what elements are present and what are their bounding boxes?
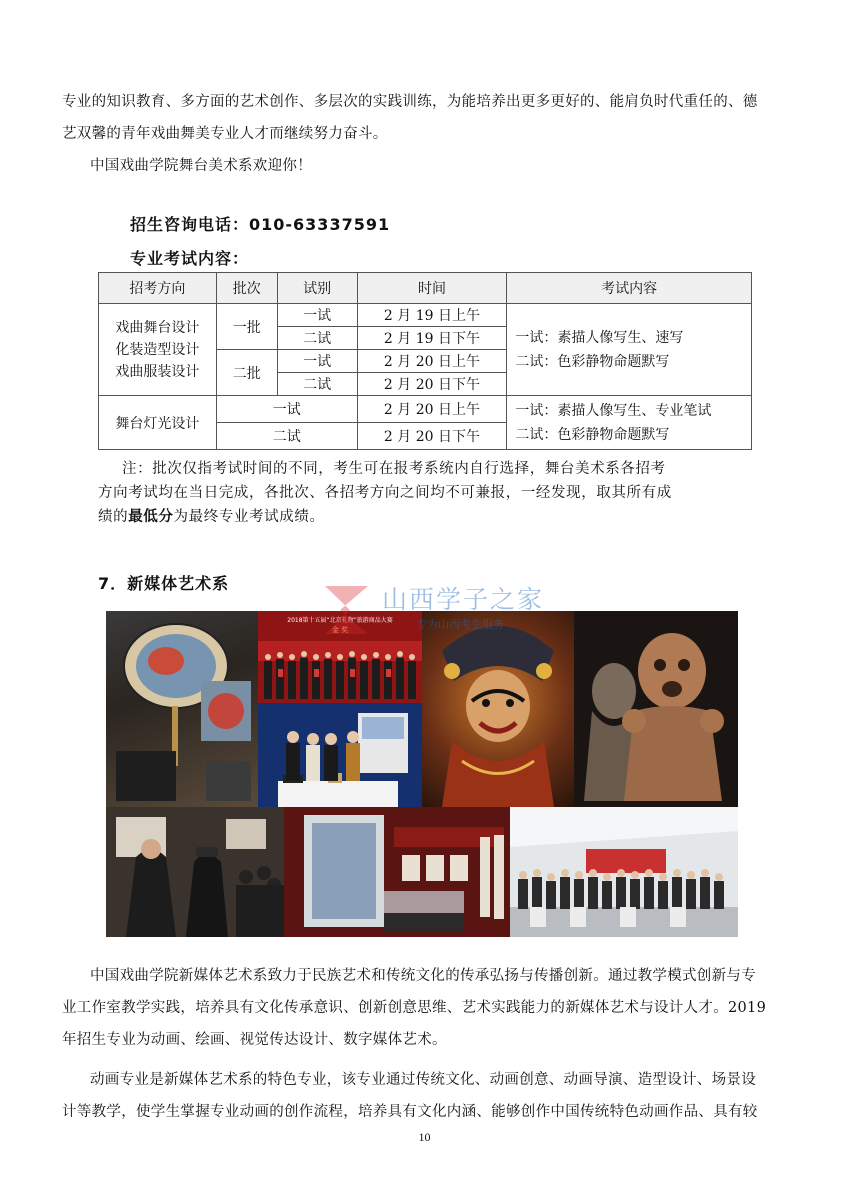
round-cell: 一试 [216, 396, 357, 423]
direction-makeup-design: 化装造型设计 [115, 341, 200, 358]
intro-line-2: 艺双馨的青年戏曲舞美专业人才而继续努力奋斗。 [62, 126, 388, 142]
fan-illustration [106, 611, 258, 807]
photo-award-ceremony [258, 611, 422, 703]
sculpture-figures [574, 611, 738, 807]
time-cell: 2 月 20 日上午 [357, 350, 507, 373]
ceremony-people [258, 611, 422, 703]
header-batch: 批次 [216, 273, 277, 304]
award-banner-text: 2018第十五届“北京礼物”旅游商品大赛 [287, 617, 393, 624]
note-text: 绩的 [98, 509, 129, 525]
award-label: 金 奖 [331, 626, 349, 634]
round-cell: 二试 [277, 327, 357, 350]
booth-scene [258, 703, 422, 807]
time-cell: 2 月 20 日下午 [357, 423, 507, 450]
note-line-2: 方向考试均在当日完成，各批次、各招考方向之间均不可兼报，一经发现，取其所有成 [98, 485, 672, 501]
section-7-title: 7．新媒体艺术系 [98, 574, 230, 593]
round-cell: 二试 [277, 373, 357, 396]
page-number: 10 [418, 1130, 431, 1144]
watermark-slogan: 专为山西考生服务 [416, 618, 504, 631]
content-cell-group1 [507, 304, 752, 396]
vr-scene [106, 807, 284, 937]
photo-clay-sculpture [574, 611, 738, 807]
header-round: 试别 [277, 273, 357, 304]
content-cell-group2 [507, 396, 752, 450]
table-row [99, 304, 752, 327]
round-cell: 一试 [277, 304, 357, 327]
body-p2-line-2: 计等教学，使学生掌握专业动画的创作流程，培养具有文化内涵、能够创作中国传统特色动画作品、具有较 [62, 1104, 758, 1120]
table-row [99, 396, 752, 423]
photo-opera-painting [422, 611, 574, 807]
direction-cell-group1 [99, 304, 217, 396]
header-direction: 招考方向 [99, 273, 217, 304]
photo-group [510, 807, 738, 937]
hall-scene [284, 807, 510, 937]
content-line: 一试：素描人像写生、专业笔试 [515, 402, 712, 419]
welcome-line: 中国戏曲学院舞台美术系欢迎你！ [90, 158, 312, 174]
time-cell: 2 月 20 日下午 [357, 373, 507, 396]
round-cell: 一试 [277, 350, 357, 373]
header-time: 时间 [357, 273, 507, 304]
watermark-brand: 山西学子之家 [382, 585, 545, 614]
content-line: 二试：色彩静物命题默写 [515, 426, 670, 443]
batch-cell: 二批 [216, 350, 277, 396]
contact-phone: 招生咨询电话：010-63337591 [130, 215, 391, 234]
header-content: 考试内容 [507, 273, 752, 304]
body-p1-line-1: 中国戏曲学院新媒体艺术系致力于民族艺术和传统文化的传承弘扬与传播创新。通过教学模式创新与专 [90, 968, 756, 984]
opera-figure [422, 611, 574, 807]
photo-red-exhibition-hall [284, 807, 510, 937]
direction-lighting-design: 舞台灯光设计 [99, 396, 217, 450]
time-cell: 2 月 19 日上午 [357, 304, 507, 327]
batch-cell: 一批 [216, 304, 277, 350]
exam-table [98, 272, 752, 450]
photo-exhibition-booth [258, 703, 422, 807]
time-cell: 2 月 20 日上午 [357, 396, 507, 423]
photo-vr-demo [106, 807, 284, 937]
group-scene [510, 807, 738, 937]
body-p1-line-2: 业工作室教学实践，培养具有文化传承意识、创新创意思维、艺术实践能力的新媒体艺术与设计人才。2019 [62, 1000, 767, 1016]
photo-exhibition-fan [106, 611, 258, 807]
intro-line-1: 专业的知识教育、多方面的艺术创作、多层次的实践训练，为能培养出更多更好的、能肩负时代重任的、德 [62, 94, 758, 110]
body-p1-line-3: 年招生专业为动画、绘画、视觉传达设计、数字媒体艺术。 [62, 1032, 447, 1048]
direction-costume-design: 戏曲服装设计 [115, 363, 200, 380]
round-cell: 二试 [216, 423, 357, 450]
note-emphasis: 最低分 [128, 509, 174, 525]
note-line-1: 注：批次仅指考试时间的不同，考生可在报考系统内自行选择，舞台美术系各招考 [122, 461, 666, 477]
table-header-row [99, 273, 752, 304]
content-line: 二试：色彩静物命题默写 [515, 353, 670, 370]
exam-heading: 专业考试内容： [130, 249, 250, 268]
photo-collage [106, 611, 738, 937]
content-line: 一试：素描人像写生、速写 [515, 329, 684, 346]
note-line-3 [98, 506, 325, 529]
note-text: 为最终专业考试成绩。 [173, 509, 325, 525]
direction-stage-design: 戏曲舞台设计 [115, 319, 200, 336]
body-p2-line-1: 动画专业是新媒体艺术系的特色专业，该专业通过传统文化、动画创意、动画导演、造型设计、场景设 [90, 1072, 756, 1088]
time-cell: 2 月 19 日下午 [357, 327, 507, 350]
